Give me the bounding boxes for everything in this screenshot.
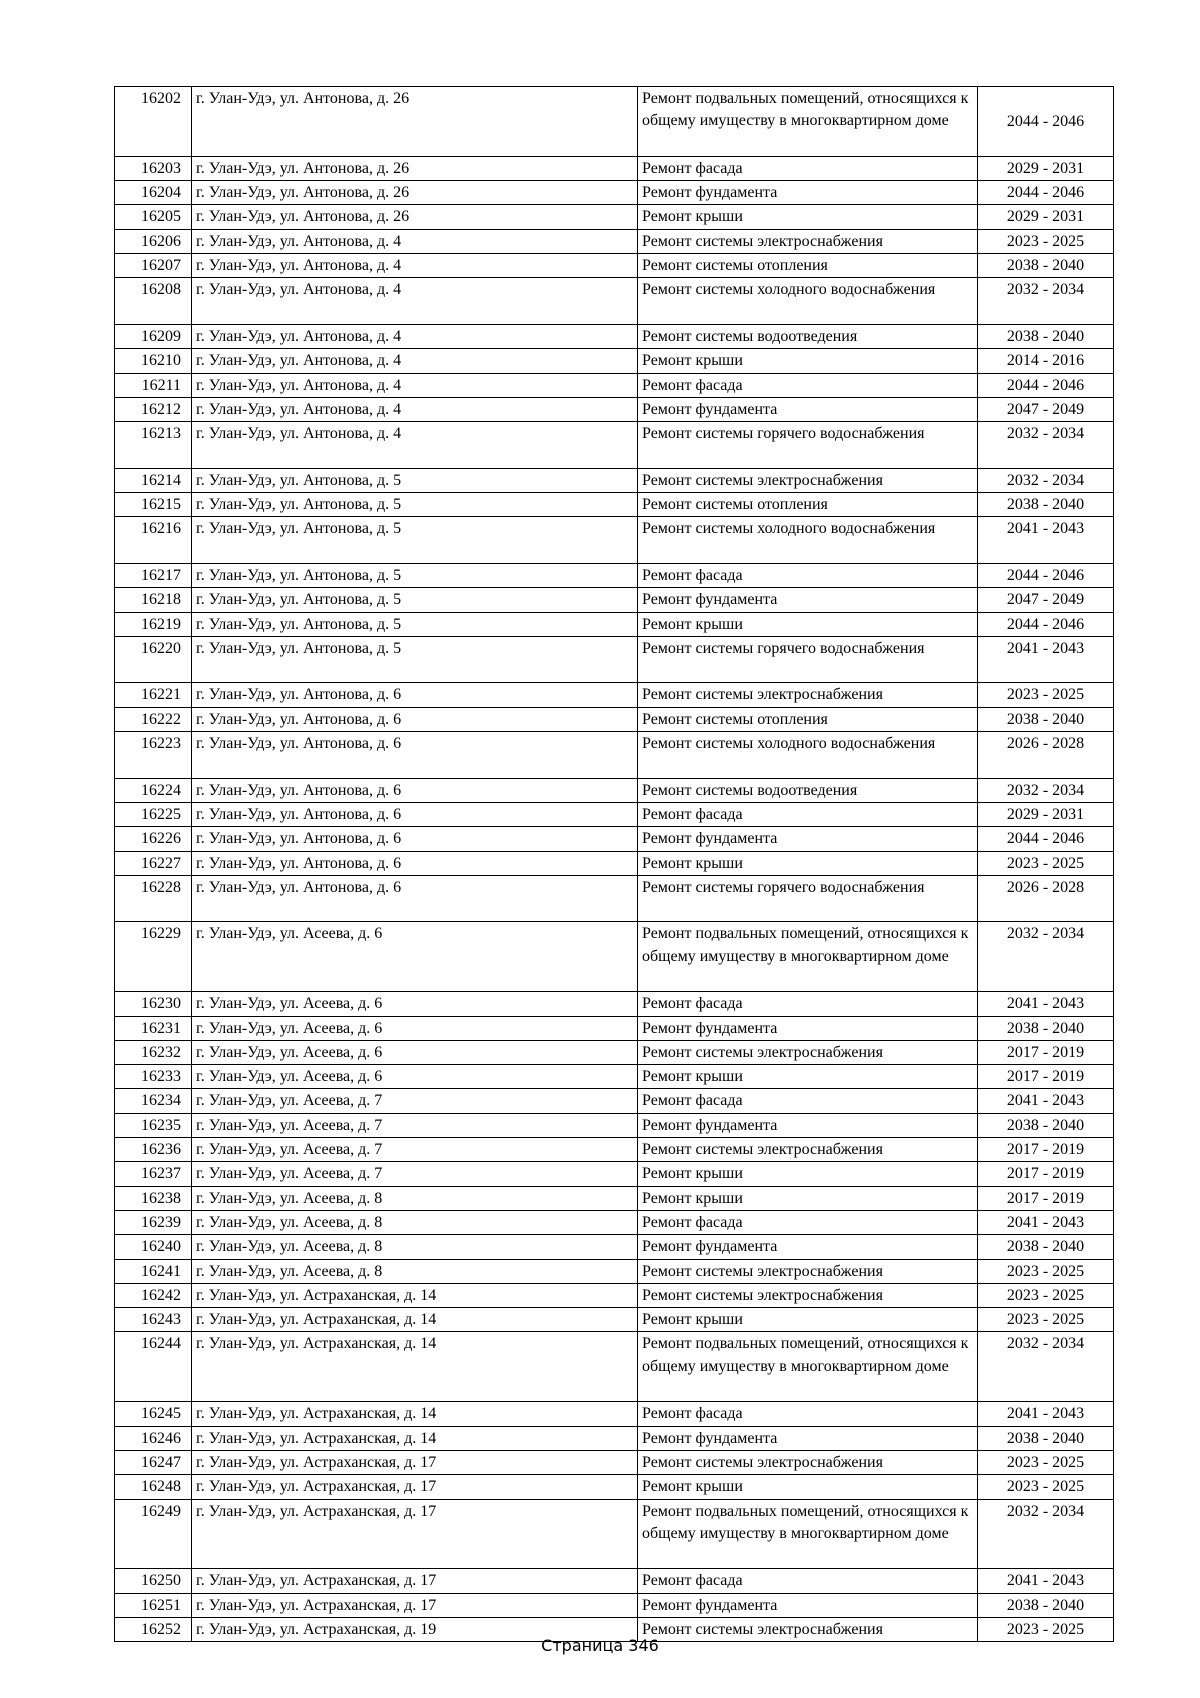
table-row: [115, 1210, 1114, 1234]
cell-work-type: Ремонт системы отопления: [638, 493, 978, 517]
cell-period: 2023 - 2025: [978, 1475, 1114, 1499]
cell-work-type: Ремонт системы холодного водоснабжения: [638, 278, 978, 325]
cell-number: 16236: [115, 1138, 192, 1162]
cell-period: 2032 - 2034: [978, 922, 1114, 992]
cell-work-type: Ремонт системы электроснабжения: [638, 683, 978, 707]
cell-period: 2038 - 2040: [978, 1593, 1114, 1617]
cell-work-type: Ремонт системы холодного водоснабжения: [638, 517, 978, 564]
cell-address: г. Улан-Удэ, ул. Астраханская, д. 17: [192, 1593, 638, 1617]
cell-work-type: Ремонт фасада: [638, 156, 978, 180]
table-row: [115, 254, 1114, 278]
cell-work-type: Ремонт крыши: [638, 1475, 978, 1499]
cell-work-type: Ремонт системы электроснабжения: [638, 1618, 978, 1642]
cell-work-type: Ремонт крыши: [638, 205, 978, 229]
cell-period: 2044 - 2046: [978, 373, 1114, 397]
cell-number: 16221: [115, 683, 192, 707]
cell-number: 16222: [115, 707, 192, 731]
cell-period: 2032 - 2034: [978, 422, 1114, 469]
table-row: [115, 1308, 1114, 1332]
cell-work-type: Ремонт фасада: [638, 1569, 978, 1593]
cell-work-type: Ремонт системы горячего водоснабжения: [638, 422, 978, 469]
cell-address: г. Улан-Удэ, ул. Асеева, д. 6: [192, 1040, 638, 1064]
cell-address: г. Улан-Удэ, ул. Антонова, д. 5: [192, 468, 638, 492]
repair-schedule-table: [114, 86, 1114, 1642]
cell-address: г. Улан-Удэ, ул. Астраханская, д. 17: [192, 1569, 638, 1593]
cell-number: 16244: [115, 1332, 192, 1402]
cell-period: 2038 - 2040: [978, 324, 1114, 348]
cell-period: 2047 - 2049: [978, 588, 1114, 612]
cell-number: 16211: [115, 373, 192, 397]
cell-period: 2029 - 2031: [978, 205, 1114, 229]
cell-address: г. Улан-Удэ, ул. Антонова, д. 4: [192, 349, 638, 373]
cell-number: 16215: [115, 493, 192, 517]
table-row: [115, 802, 1114, 826]
cell-period: 2017 - 2019: [978, 1138, 1114, 1162]
cell-address: г. Улан-Удэ, ул. Антонова, д. 26: [192, 205, 638, 229]
cell-period: 2038 - 2040: [978, 254, 1114, 278]
cell-address: г. Улан-Удэ, ул. Антонова, д. 6: [192, 851, 638, 875]
cell-number: 16238: [115, 1186, 192, 1210]
cell-period: 2017 - 2019: [978, 1186, 1114, 1210]
cell-number: 16239: [115, 1210, 192, 1234]
table-row: [115, 349, 1114, 373]
cell-number: 16202: [115, 87, 192, 157]
cell-work-type: Ремонт системы горячего водоснабжения: [638, 875, 978, 922]
cell-period: 2029 - 2031: [978, 156, 1114, 180]
cell-address: г. Улан-Удэ, ул. Асеева, д. 6: [192, 992, 638, 1016]
table-row: [115, 1332, 1114, 1402]
table-row: [115, 1569, 1114, 1593]
cell-period: 2017 - 2019: [978, 1040, 1114, 1064]
cell-period: 2041 - 2043: [978, 1402, 1114, 1426]
cell-address: г. Улан-Удэ, ул. Антонова, д. 26: [192, 87, 638, 157]
table-row: [115, 778, 1114, 802]
cell-number: 16218: [115, 588, 192, 612]
cell-period: 2044 - 2046: [978, 827, 1114, 851]
table-row: [115, 1259, 1114, 1283]
cell-number: 16237: [115, 1162, 192, 1186]
cell-period: 2038 - 2040: [978, 707, 1114, 731]
cell-work-type: Ремонт подвальных помещений, относящихся к общему имуществу в многоквартирном доме: [638, 1332, 978, 1402]
cell-address: г. Улан-Удэ, ул. Астраханская, д. 14: [192, 1283, 638, 1307]
table-row: [115, 1162, 1114, 1186]
cell-work-type: Ремонт фундамента: [638, 588, 978, 612]
cell-number: 16242: [115, 1283, 192, 1307]
cell-address: г. Улан-Удэ, ул. Антонова, д. 4: [192, 229, 638, 253]
cell-address: г. Улан-Удэ, ул. Астраханская, д. 14: [192, 1308, 638, 1332]
table-row: [115, 278, 1114, 325]
cell-number: 16208: [115, 278, 192, 325]
cell-work-type: Ремонт системы электроснабжения: [638, 1283, 978, 1307]
cell-period: 2023 - 2025: [978, 229, 1114, 253]
cell-period: 2017 - 2019: [978, 1162, 1114, 1186]
cell-work-type: Ремонт фасада: [638, 1402, 978, 1426]
table-row: [115, 875, 1114, 922]
cell-address: г. Улан-Удэ, ул. Асеева, д. 8: [192, 1235, 638, 1259]
cell-address: г. Улан-Удэ, ул. Асеева, д. 6: [192, 1065, 638, 1089]
cell-work-type: Ремонт фундамента: [638, 1016, 978, 1040]
cell-period: 2023 - 2025: [978, 1618, 1114, 1642]
cell-period: 2041 - 2043: [978, 992, 1114, 1016]
table-row: [115, 517, 1114, 564]
cell-work-type: Ремонт крыши: [638, 612, 978, 636]
cell-work-type: Ремонт системы электроснабжения: [638, 1040, 978, 1064]
cell-address: г. Улан-Удэ, ул. Антонова, д. 4: [192, 422, 638, 469]
cell-address: г. Улан-Удэ, ул. Асеева, д. 7: [192, 1162, 638, 1186]
table-row: [115, 324, 1114, 348]
cell-work-type: Ремонт фасада: [638, 563, 978, 587]
cell-work-type: Ремонт фасада: [638, 1210, 978, 1234]
table-row: [115, 468, 1114, 492]
cell-number: 16225: [115, 802, 192, 826]
table-row: [115, 1499, 1114, 1569]
cell-address: г. Улан-Удэ, ул. Асеева, д. 6: [192, 922, 638, 992]
cell-period: 2038 - 2040: [978, 1113, 1114, 1137]
cell-number: 16227: [115, 851, 192, 875]
cell-work-type: Ремонт фундамента: [638, 397, 978, 421]
cell-work-type: Ремонт подвальных помещений, относящихся к общему имуществу в многоквартирном доме: [638, 1499, 978, 1569]
cell-work-type: Ремонт системы электроснабжения: [638, 1259, 978, 1283]
cell-address: г. Улан-Удэ, ул. Асеева, д. 6: [192, 1016, 638, 1040]
page-number: Страница 346: [541, 1636, 659, 1655]
cell-work-type: Ремонт фасада: [638, 802, 978, 826]
cell-period: 2023 - 2025: [978, 1308, 1114, 1332]
cell-work-type: Ремонт крыши: [638, 1186, 978, 1210]
cell-period: 2032 - 2034: [978, 778, 1114, 802]
cell-address: г. Улан-Удэ, ул. Астраханская, д. 19: [192, 1618, 638, 1642]
table-row: [115, 1426, 1114, 1450]
cell-number: 16232: [115, 1040, 192, 1064]
cell-address: г. Улан-Удэ, ул. Антонова, д. 4: [192, 254, 638, 278]
table-body: [115, 87, 1114, 1642]
cell-address: г. Улан-Удэ, ул. Антонова, д. 6: [192, 732, 638, 779]
cell-period: 2044 - 2046: [978, 612, 1114, 636]
table-row: [115, 1283, 1114, 1307]
cell-address: г. Улан-Удэ, ул. Антонова, д. 4: [192, 324, 638, 348]
table-row: [115, 87, 1114, 157]
cell-address: г. Улан-Удэ, ул. Антонова, д. 5: [192, 636, 638, 683]
cell-period: 2044 - 2046: [978, 181, 1114, 205]
cell-number: 16233: [115, 1065, 192, 1089]
cell-work-type: Ремонт системы водоотведения: [638, 324, 978, 348]
table-row: [115, 1475, 1114, 1499]
table-row: [115, 1016, 1114, 1040]
table-row: [115, 373, 1114, 397]
cell-number: 16206: [115, 229, 192, 253]
cell-work-type: Ремонт фундамента: [638, 181, 978, 205]
cell-address: г. Улан-Удэ, ул. Антонова, д. 4: [192, 278, 638, 325]
cell-work-type: Ремонт фасада: [638, 373, 978, 397]
cell-period: 2044 - 2046: [978, 87, 1114, 157]
cell-period: 2041 - 2043: [978, 1089, 1114, 1113]
cell-address: г. Улан-Удэ, ул. Антонова, д. 26: [192, 181, 638, 205]
cell-address: г. Улан-Удэ, ул. Астраханская, д. 17: [192, 1475, 638, 1499]
cell-number: 16214: [115, 468, 192, 492]
cell-address: г. Улан-Удэ, ул. Асеева, д. 7: [192, 1138, 638, 1162]
cell-work-type: Ремонт фасада: [638, 1089, 978, 1113]
cell-number: 16252: [115, 1618, 192, 1642]
cell-period: 2041 - 2043: [978, 1569, 1114, 1593]
cell-number: 16240: [115, 1235, 192, 1259]
cell-period: 2026 - 2028: [978, 732, 1114, 779]
cell-address: г. Улан-Удэ, ул. Антонова, д. 5: [192, 517, 638, 564]
cell-work-type: Ремонт крыши: [638, 1065, 978, 1089]
table-row: [115, 1450, 1114, 1474]
cell-number: 16209: [115, 324, 192, 348]
cell-address: г. Улан-Удэ, ул. Антонова, д. 6: [192, 707, 638, 731]
cell-number: 16204: [115, 181, 192, 205]
cell-period: 2041 - 2043: [978, 1210, 1114, 1234]
cell-address: г. Улан-Удэ, ул. Астраханская, д. 14: [192, 1402, 638, 1426]
cell-period: 2023 - 2025: [978, 683, 1114, 707]
cell-work-type: Ремонт системы электроснабжения: [638, 229, 978, 253]
cell-work-type: Ремонт фундамента: [638, 1426, 978, 1450]
cell-address: г. Улан-Удэ, ул. Антонова, д. 26: [192, 156, 638, 180]
cell-address: г. Улан-Удэ, ул. Антонова, д. 6: [192, 778, 638, 802]
cell-number: 16250: [115, 1569, 192, 1593]
table-row: [115, 422, 1114, 469]
cell-work-type: Ремонт системы холодного водоснабжения: [638, 732, 978, 779]
cell-work-type: Ремонт фасада: [638, 992, 978, 1016]
table-row: [115, 636, 1114, 683]
cell-work-type: Ремонт крыши: [638, 851, 978, 875]
cell-period: 2041 - 2043: [978, 517, 1114, 564]
cell-number: 16247: [115, 1450, 192, 1474]
table-row: [115, 181, 1114, 205]
cell-period: 2038 - 2040: [978, 1235, 1114, 1259]
cell-address: г. Улан-Удэ, ул. Астраханская, д. 14: [192, 1426, 638, 1450]
table-row: [115, 851, 1114, 875]
cell-address: г. Улан-Удэ, ул. Антонова, д. 5: [192, 612, 638, 636]
cell-work-type: Ремонт системы горячего водоснабжения: [638, 636, 978, 683]
cell-period: 2044 - 2046: [978, 563, 1114, 587]
cell-number: 16230: [115, 992, 192, 1016]
cell-period: 2026 - 2028: [978, 875, 1114, 922]
table-row: [115, 1593, 1114, 1617]
cell-period: 2038 - 2040: [978, 493, 1114, 517]
cell-period: 2023 - 2025: [978, 1450, 1114, 1474]
cell-address: г. Улан-Удэ, ул. Асеева, д. 7: [192, 1089, 638, 1113]
table-row: [115, 397, 1114, 421]
cell-number: 16235: [115, 1113, 192, 1137]
cell-number: 16248: [115, 1475, 192, 1499]
cell-work-type: Ремонт системы электроснабжения: [638, 1450, 978, 1474]
cell-number: 16205: [115, 205, 192, 229]
cell-number: 16234: [115, 1089, 192, 1113]
cell-work-type: Ремонт системы отопления: [638, 707, 978, 731]
cell-number: 16229: [115, 922, 192, 992]
cell-address: г. Улан-Удэ, ул. Асеева, д. 8: [192, 1210, 638, 1234]
table-row: [115, 1402, 1114, 1426]
table-row: [115, 1040, 1114, 1064]
cell-address: г. Улан-Удэ, ул. Асеева, д. 8: [192, 1259, 638, 1283]
cell-address: г. Улан-Удэ, ул. Асеева, д. 8: [192, 1186, 638, 1210]
cell-period: 2032 - 2034: [978, 278, 1114, 325]
table-row: [115, 1113, 1114, 1137]
cell-number: 16228: [115, 875, 192, 922]
cell-period: 2032 - 2034: [978, 1499, 1114, 1569]
cell-address: г. Улан-Удэ, ул. Антонова, д. 6: [192, 875, 638, 922]
table-row: [115, 588, 1114, 612]
cell-period: 2032 - 2034: [978, 1332, 1114, 1402]
cell-number: 16251: [115, 1593, 192, 1617]
table-row: [115, 612, 1114, 636]
cell-address: г. Улан-Удэ, ул. Антонова, д. 5: [192, 563, 638, 587]
cell-work-type: Ремонт крыши: [638, 1308, 978, 1332]
cell-number: 16246: [115, 1426, 192, 1450]
cell-work-type: Ремонт системы водоотведения: [638, 778, 978, 802]
cell-address: г. Улан-Удэ, ул. Антонова, д. 5: [192, 493, 638, 517]
table-row: [115, 1065, 1114, 1089]
cell-number: 16207: [115, 254, 192, 278]
table-row: [115, 1138, 1114, 1162]
cell-work-type: Ремонт фундамента: [638, 1113, 978, 1137]
table-row: [115, 683, 1114, 707]
cell-number: 16212: [115, 397, 192, 421]
table-row: [115, 205, 1114, 229]
cell-work-type: Ремонт подвальных помещений, относящихся к общему имуществу в многоквартирном доме: [638, 922, 978, 992]
cell-number: 16216: [115, 517, 192, 564]
table-row: [115, 156, 1114, 180]
cell-work-type: Ремонт фундамента: [638, 1235, 978, 1259]
table-row: [115, 827, 1114, 851]
cell-period: 2017 - 2019: [978, 1065, 1114, 1089]
cell-number: 16220: [115, 636, 192, 683]
cell-work-type: Ремонт системы отопления: [638, 254, 978, 278]
table-row: [115, 563, 1114, 587]
cell-address: г. Улан-Удэ, ул. Антонова, д. 4: [192, 397, 638, 421]
cell-number: 16224: [115, 778, 192, 802]
cell-work-type: Ремонт системы электроснабжения: [638, 1138, 978, 1162]
cell-number: 16210: [115, 349, 192, 373]
cell-number: 16231: [115, 1016, 192, 1040]
table-row: [115, 1235, 1114, 1259]
cell-number: 16243: [115, 1308, 192, 1332]
cell-address: г. Улан-Удэ, ул. Астраханская, д. 17: [192, 1499, 638, 1569]
cell-number: 16217: [115, 563, 192, 587]
cell-period: 2032 - 2034: [978, 468, 1114, 492]
cell-work-type: Ремонт подвальных помещений, относящихся к общему имуществу в многоквартирном доме: [638, 87, 978, 157]
cell-address: г. Улан-Удэ, ул. Астраханская, д. 17: [192, 1450, 638, 1474]
table-row: [115, 1089, 1114, 1113]
table-row: [115, 229, 1114, 253]
cell-number: 16223: [115, 732, 192, 779]
cell-period: 2029 - 2031: [978, 802, 1114, 826]
table-row: [115, 493, 1114, 517]
table-row: [115, 707, 1114, 731]
cell-number: 16245: [115, 1402, 192, 1426]
cell-number: 16249: [115, 1499, 192, 1569]
cell-address: г. Улан-Удэ, ул. Антонова, д. 6: [192, 802, 638, 826]
table-row: [115, 732, 1114, 779]
cell-address: г. Улан-Удэ, ул. Астраханская, д. 14: [192, 1332, 638, 1402]
table-row: [115, 922, 1114, 992]
cell-period: 2038 - 2040: [978, 1016, 1114, 1040]
cell-number: 16226: [115, 827, 192, 851]
cell-period: 2038 - 2040: [978, 1426, 1114, 1450]
cell-work-type: Ремонт фундамента: [638, 1593, 978, 1617]
cell-period: 2023 - 2025: [978, 1259, 1114, 1283]
cell-address: г. Улан-Удэ, ул. Антонова, д. 6: [192, 683, 638, 707]
cell-number: 16203: [115, 156, 192, 180]
cell-address: г. Улан-Удэ, ул. Антонова, д. 5: [192, 588, 638, 612]
table-row: [115, 1186, 1114, 1210]
cell-number: 16219: [115, 612, 192, 636]
cell-period: 2023 - 2025: [978, 1283, 1114, 1307]
cell-period: 2041 - 2043: [978, 636, 1114, 683]
cell-work-type: Ремонт крыши: [638, 349, 978, 373]
cell-work-type: Ремонт системы электроснабжения: [638, 468, 978, 492]
cell-period: 2047 - 2049: [978, 397, 1114, 421]
cell-period: 2023 - 2025: [978, 851, 1114, 875]
cell-address: г. Улан-Удэ, ул. Антонова, д. 4: [192, 373, 638, 397]
cell-number: 16241: [115, 1259, 192, 1283]
cell-address: г. Улан-Удэ, ул. Асеева, д. 7: [192, 1113, 638, 1137]
cell-work-type: Ремонт крыши: [638, 1162, 978, 1186]
table-row: [115, 992, 1114, 1016]
cell-address: г. Улан-Удэ, ул. Антонова, д. 6: [192, 827, 638, 851]
cell-work-type: Ремонт фундамента: [638, 827, 978, 851]
cell-period: 2014 - 2016: [978, 349, 1114, 373]
cell-number: 16213: [115, 422, 192, 469]
